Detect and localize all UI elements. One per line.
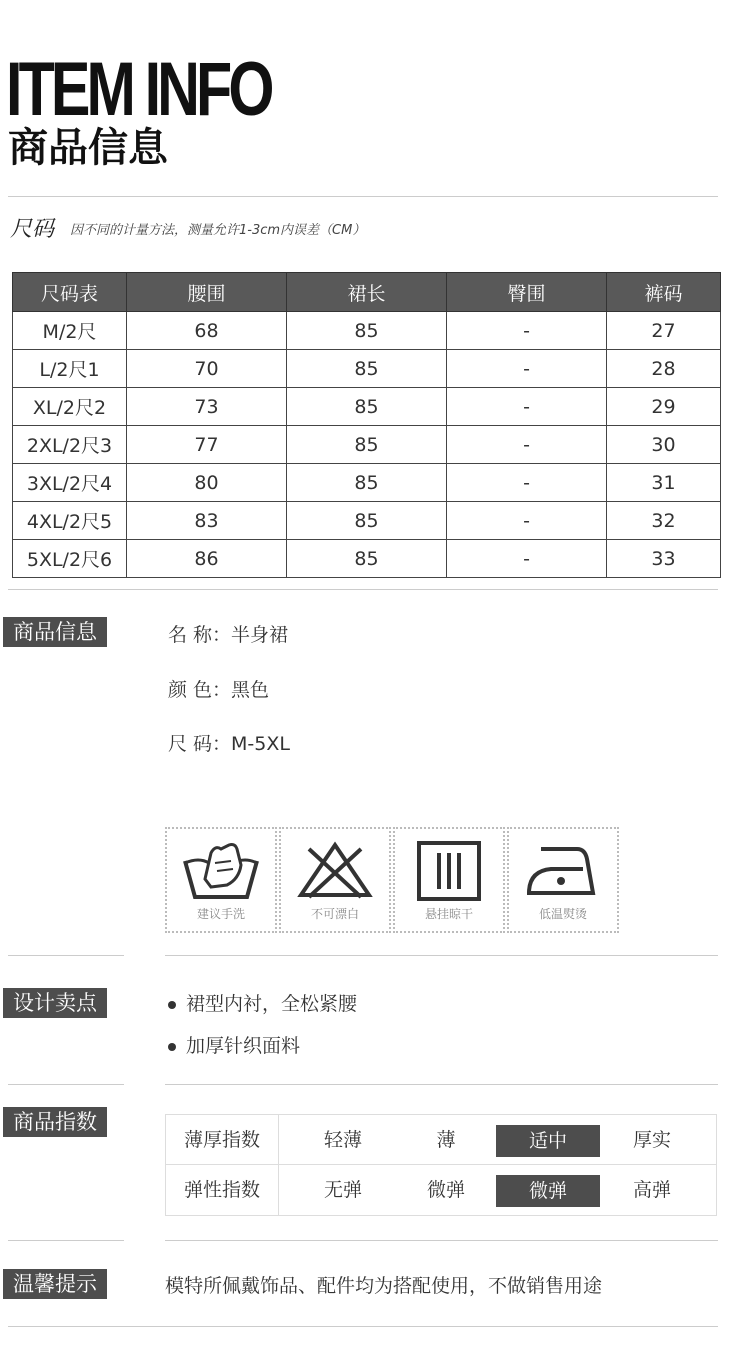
table-row	[13, 426, 721, 464]
care-label: 建议手洗	[196, 907, 245, 921]
table-cell: 86	[127, 540, 287, 578]
table-cell: 85	[287, 502, 447, 540]
table-cell: -	[447, 388, 607, 426]
care-icons	[165, 827, 621, 931]
index-option: 厚实	[632, 1129, 671, 1151]
table-cell: 85	[287, 312, 447, 350]
divider	[8, 1326, 718, 1327]
divider	[165, 955, 718, 956]
care-label: 悬挂晾干	[424, 907, 473, 921]
care-label: 低温熨烫	[538, 907, 587, 921]
tips-label: 温馨提示	[3, 1269, 107, 1299]
table-cell: 85	[287, 464, 447, 502]
table-cell: M/2尺	[13, 312, 127, 350]
size-table-body	[13, 312, 721, 578]
table-cell: -	[447, 464, 607, 502]
design-point	[168, 989, 357, 1016]
bullet-dot	[168, 1001, 176, 1009]
index-label: 商品指数	[3, 1107, 107, 1137]
care-item-hand-wash	[165, 827, 277, 933]
table-cell: 70	[127, 350, 287, 388]
table-cell: 85	[287, 426, 447, 464]
table-cell: 77	[127, 426, 287, 464]
index-name: 薄厚指数	[183, 1129, 260, 1151]
table-cell: L/2尺1	[13, 350, 127, 388]
divider	[165, 1240, 718, 1241]
table-cell: 85	[287, 540, 447, 578]
index-option: 轻薄	[323, 1129, 362, 1151]
index-row-elasticity	[166, 1165, 716, 1215]
info-color: 颜 色：黑色	[168, 679, 270, 701]
index-table	[165, 1114, 717, 1216]
size-table	[12, 272, 721, 578]
low-iron-icon	[521, 839, 605, 901]
table-cell: XL/2尺2	[13, 388, 127, 426]
divider	[8, 589, 718, 590]
table-cell: 32	[607, 502, 721, 540]
care-item-hang-dry	[393, 827, 505, 933]
table-cell: 28	[607, 350, 721, 388]
size-col-header: 臀围	[447, 273, 607, 312]
table-cell: 5XL/2尺6	[13, 540, 127, 578]
care-item-low-iron	[507, 827, 619, 933]
hand-wash-icon	[179, 839, 263, 901]
size-table-header	[13, 273, 721, 312]
table-cell: 2XL/2尺3	[13, 426, 127, 464]
product-info-label: 商品信息	[3, 617, 107, 647]
table-cell: -	[447, 426, 607, 464]
bullet-dot	[168, 1043, 176, 1051]
table-row	[13, 464, 721, 502]
size-col-header: 裤码	[607, 273, 721, 312]
index-name: 弹性指数	[183, 1179, 260, 1201]
table-cell: 30	[607, 426, 721, 464]
info-size: 尺 码：M-5XL	[168, 733, 290, 755]
divider	[8, 955, 124, 956]
page-title-cn: 商品信息	[8, 125, 168, 171]
table-row	[13, 350, 721, 388]
index-option: 薄	[436, 1129, 456, 1151]
care-label: 不可漂白	[310, 907, 359, 921]
table-cell: 80	[127, 464, 287, 502]
table-cell: 27	[607, 312, 721, 350]
page-title-en: ITEM INFO	[6, 47, 271, 132]
table-cell: 68	[127, 312, 287, 350]
no-bleach-icon	[293, 839, 377, 901]
size-col-header: 裙长	[287, 273, 447, 312]
size-note: 因不同的计量方法，测量允许1-3cm内误差（CM）	[70, 223, 366, 238]
divider	[8, 196, 718, 197]
design-point-text: 裙型内衬，全松紧腰	[186, 993, 358, 1015]
table-cell: 85	[287, 388, 447, 426]
index-option: 高弹	[632, 1179, 671, 1201]
index-option-selected: 适中	[496, 1125, 600, 1157]
divider	[8, 1240, 124, 1241]
table-cell: -	[447, 540, 607, 578]
table-cell: 31	[607, 464, 721, 502]
info-name: 名 称：半身裙	[168, 624, 289, 646]
index-row-thickness	[166, 1115, 716, 1165]
table-cell: 3XL/2尺4	[13, 464, 127, 502]
index-option: 无弹	[323, 1179, 362, 1201]
index-option: 微弹	[426, 1179, 465, 1201]
tips-text: 模特所佩戴饰品、配件均为搭配使用，不做销售用途	[165, 1275, 603, 1297]
divider	[8, 1084, 124, 1085]
table-row	[13, 540, 721, 578]
design-point	[168, 1031, 300, 1058]
table-cell: 33	[607, 540, 721, 578]
table-cell: 4XL/2尺5	[13, 502, 127, 540]
table-row	[13, 388, 721, 426]
table-cell: 85	[287, 350, 447, 388]
index-option-selected: 微弹	[496, 1175, 600, 1207]
table-cell: -	[447, 502, 607, 540]
table-cell: 29	[607, 388, 721, 426]
size-col-header: 尺码表	[13, 273, 127, 312]
design-point-text: 加厚针织面料	[186, 1035, 301, 1057]
table-row	[13, 502, 721, 540]
care-item-no-bleach	[279, 827, 391, 933]
table-cell: -	[447, 350, 607, 388]
table-cell: 83	[127, 502, 287, 540]
table-row	[13, 312, 721, 350]
table-cell: -	[447, 312, 607, 350]
hang-dry-icon	[407, 839, 491, 901]
divider	[165, 1084, 718, 1085]
design-label: 设计卖点	[3, 988, 107, 1018]
size-col-header: 腰围	[127, 273, 287, 312]
size-heading: 尺码	[10, 217, 55, 242]
table-cell: 73	[127, 388, 287, 426]
